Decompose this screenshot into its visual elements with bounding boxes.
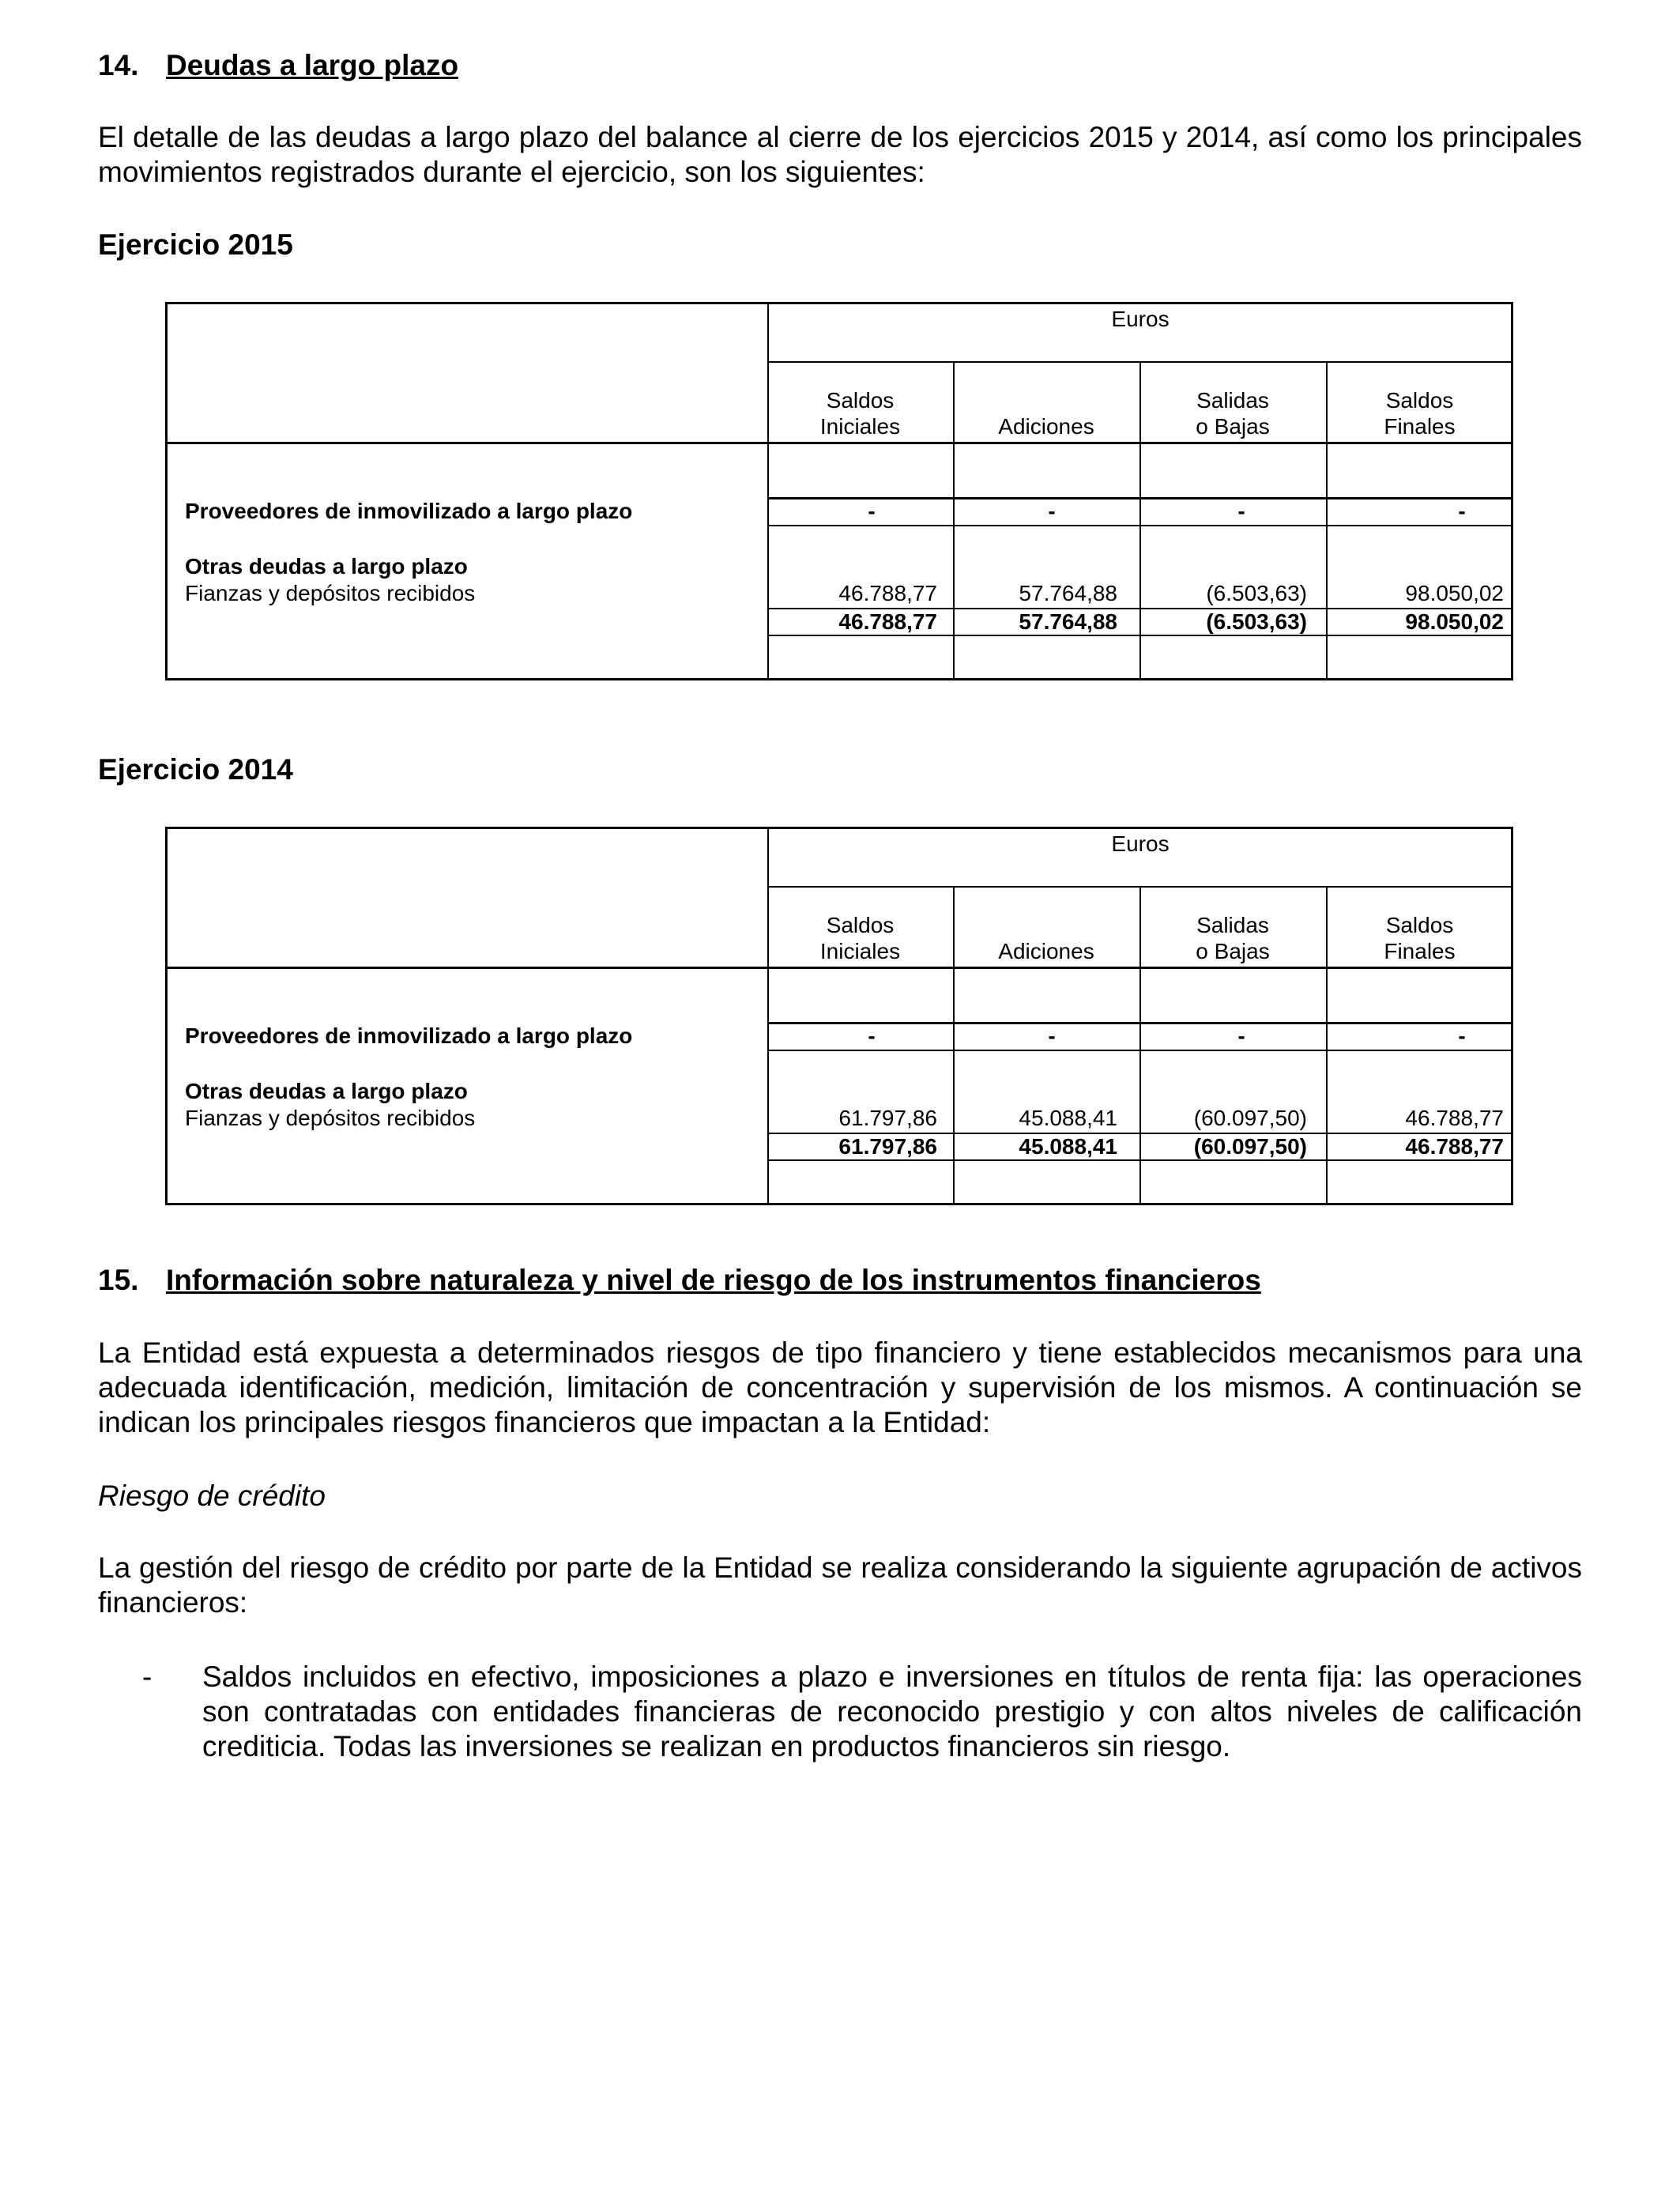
row-proveedores-label: Proveedores de inmovilizado a largo plazo (185, 499, 633, 523)
total-value: 98.050,02 (1405, 609, 1504, 634)
header-salidas-line1: Salidas (1196, 913, 1269, 937)
total-value: (60.097,50) (1193, 1134, 1307, 1159)
header-salidas-line1: Salidas (1196, 388, 1269, 413)
header-salidas-line2: o Bajas (1196, 939, 1270, 963)
section-15-number: 15. (98, 1264, 139, 1296)
row-fianzas-label: Fianzas y depósitos recibidos (185, 1106, 476, 1130)
group-otras-deudas-label: Otras deudas a largo plazo (185, 554, 468, 579)
row-fianzas-value: 46.788,77 (1405, 1106, 1504, 1130)
header-saldos-finales-line1: Saldos (1385, 913, 1454, 937)
row-proveedores-value: - (1458, 499, 1466, 523)
row-proveedores-value: - (1458, 1023, 1466, 1048)
header-saldos-finales-line2: Finales (1384, 939, 1456, 963)
row-proveedores-value: - (1237, 1023, 1245, 1048)
currency-label: Euros (1111, 831, 1170, 856)
header-saldos-iniciales-line1: Saldos (826, 388, 895, 413)
header-salidas-line2: o Bajas (1196, 414, 1270, 439)
total-value: (6.503,63) (1206, 609, 1307, 634)
section-15-intro: La Entidad está expuesta a determinados riesgos de tipo financiero y tiene establecidos mecanismos para una adecuada identificación, medición, limitación de concentración y supervisión de los mismos. A continuación se indican los principales riesgos financieros que impactan a la Entidad: (98, 1336, 1582, 1438)
row-fianzas-value: (60.097,50) (1193, 1106, 1307, 1130)
header-saldos-iniciales-line2: Iniciales (819, 939, 901, 963)
row-fianzas-value: 57.764,88 (1019, 581, 1117, 605)
header-saldos-finales-line1: Saldos (1385, 388, 1454, 413)
row-fianzas-value: 45.088,41 (1019, 1106, 1117, 1130)
section-14-title: Deudas a largo plazo (166, 49, 459, 81)
section-14-intro: El detalle de las deudas a largo plazo del balance al cierre de los ejercicios 2015 y 2014, así como los principales movimientos registrados durante el ejercicio, son los siguientes: (98, 121, 1582, 188)
section-15-heading (98, 1264, 1599, 1299)
total-value: 46.788,77 (1405, 1134, 1504, 1159)
header-saldos-iniciales-line1: Saldos (826, 913, 895, 937)
header-adiciones: Adiciones (998, 939, 1094, 963)
section-15-title: Información sobre naturaleza y nivel de riesgo de los instrumentos financieros (166, 1264, 1261, 1296)
row-fianzas-value: 61.797,86 (838, 1106, 937, 1130)
row-proveedores-value: - (868, 1023, 876, 1048)
row-fianzas-value: (6.503,63) (1206, 581, 1307, 605)
total-value: 61.797,86 (838, 1134, 937, 1159)
row-proveedores-value: - (1237, 499, 1245, 523)
row-fianzas-value: 98.050,02 (1405, 581, 1504, 605)
table-2014-caption: Ejercicio 2014 (98, 753, 293, 786)
table-2014 (165, 827, 1513, 1205)
row-proveedores-label: Proveedores de inmovilizado a largo plazo (185, 1023, 633, 1048)
table-2015-caption: Ejercicio 2015 (98, 228, 293, 261)
header-saldos-finales-line2: Finales (1384, 414, 1456, 439)
header-adiciones: Adiciones (998, 414, 1094, 439)
total-value: 45.088,41 (1019, 1134, 1117, 1159)
bullet-text: Saldos incluidos en efectivo, imposiciones a plazo e inversiones en títulos de renta fija: las operaciones son contratadas con entidades financieras de reconocido prestigio y con altos niveles de calificación crediticia. Todas las inversiones se realizan en productos financieros sin riesgo. (202, 1661, 1582, 1762)
total-value: 46.788,77 (838, 609, 937, 634)
table-2015 (165, 302, 1513, 680)
section-14-heading (98, 49, 1599, 84)
group-otras-deudas-label: Otras deudas a largo plazo (185, 1079, 468, 1103)
total-value: 57.764,88 (1019, 609, 1117, 634)
row-fianzas-value: 46.788,77 (838, 581, 937, 605)
credit-risk-paragraph: La gestión del riesgo de crédito por parte de la Entidad se realiza considerando la siguiente agrupación de activos financieros: (98, 1551, 1582, 1619)
bullet-marker: - (142, 1661, 153, 1693)
row-proveedores-value: - (868, 499, 876, 523)
currency-label: Euros (1111, 307, 1170, 331)
row-proveedores-value: - (1048, 499, 1056, 523)
row-proveedores-value: - (1048, 1023, 1056, 1048)
section-14-number: 14. (98, 49, 139, 81)
header-saldos-iniciales-line2: Iniciales (819, 414, 901, 439)
credit-risk-subheading: Riesgo de crédito (98, 1480, 326, 1512)
row-fianzas-label: Fianzas y depósitos recibidos (185, 581, 476, 605)
